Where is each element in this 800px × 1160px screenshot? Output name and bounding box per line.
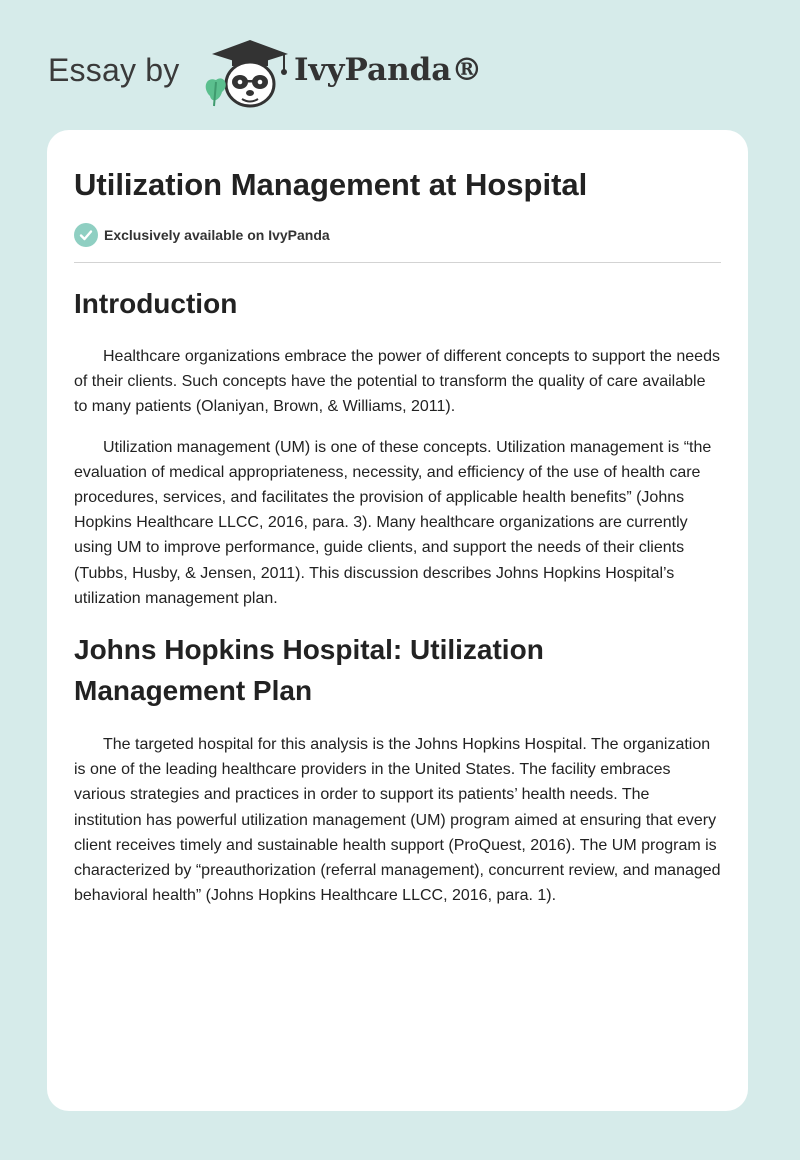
brand-prefix: Essay by	[48, 52, 180, 88]
ivy-leaf-icon	[206, 78, 226, 106]
paragraph: The targeted hospital for this analysis is the Johns Hopkins Hospital. The organization is one of the leading healthcare providers in the United States. The facility embraces various strategies and practices in order to support its patients’ health needs. The institution has powerful utilization management (UM) program aimed at ensuring that every client receives timely and sustainable health support (ProQuest, 2016). The UM program is characterized by “preauthorization (referral management), concurrent review, and managed behavioral health” (Johns Hopkins Healthcare LLCC, 2016, para. 1).	[74, 736, 721, 905]
check-circle-icon	[74, 223, 98, 247]
essay-title: Utilization Management at Hospital	[74, 167, 588, 202]
paragraph: Utilization management (UM) is one of these concepts. Utilization management is “the evaluation of medical appropriateness, necessity, and efficiency of the use of health care procedures, services, and facilitates the provision of applicable health benefits” (Johns Hopkins Healthcare LLCC, 2016, para. 3). Many healthcare organizations are currently using UM to improve performance, guide clients, and support the needs of their clients (Tubbs, Husby, & Jensen, 2011). This discussion describes Johns Hopkins Hospital’s utilization management plan.	[74, 438, 712, 607]
brand-header	[48, 30, 568, 110]
essay-card	[47, 130, 748, 1111]
exclusive-badge	[74, 222, 721, 248]
brand-name: IvyPanda®	[294, 52, 483, 88]
title-divider	[74, 262, 721, 263]
paragraph: Healthcare organizations embrace the power of different concepts to support the needs of their clients. Such concepts have the potential to transform the quality of care available to many patients (Olaniyan, Brown, & Williams, 2011).	[74, 348, 720, 416]
section-heading-introduction: Introduction	[74, 288, 238, 319]
section-heading-um-plan: Johns Hopkins Hospital: Utilization Management Plan	[74, 634, 544, 707]
exclusive-badge-text: Exclusively available on IvyPanda	[104, 227, 330, 243]
panda-graduate-icon	[198, 36, 294, 112]
